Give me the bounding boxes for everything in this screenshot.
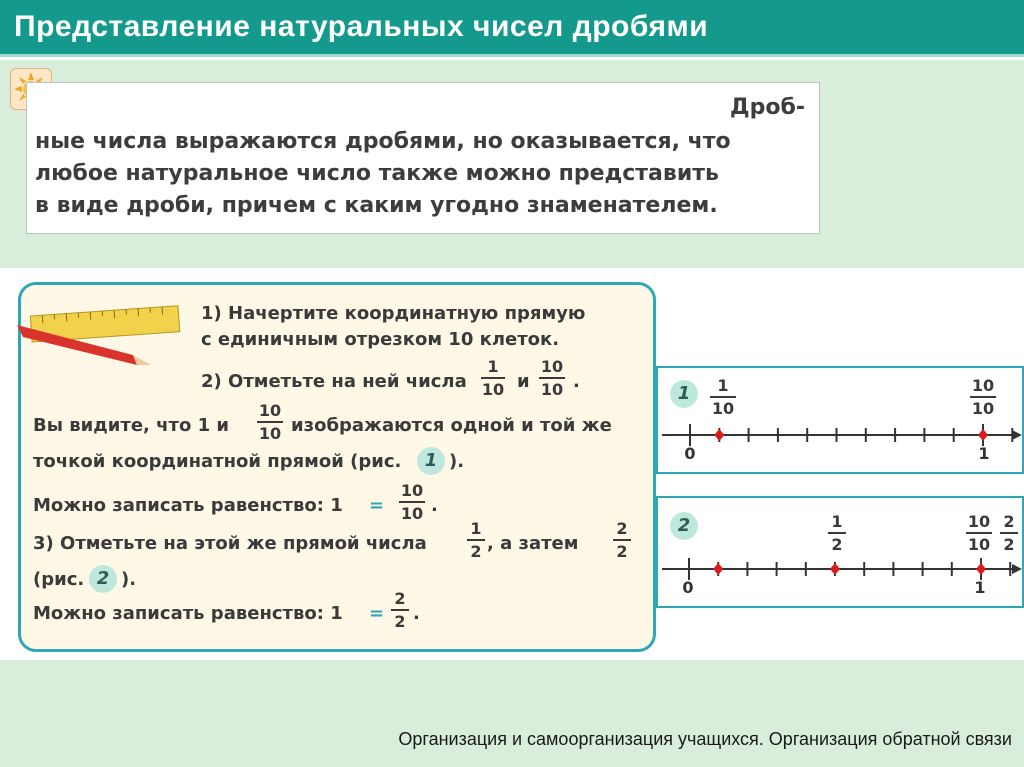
figure-1-ref-badge: 1 — [417, 447, 445, 475]
fraction-1-10: 1 10 — [481, 357, 505, 399]
equality-1-sign: = — [369, 495, 385, 516]
fraction-2-2-eq: 2 2 — [391, 589, 409, 631]
figure-2-point — [830, 563, 840, 575]
figure-2-one-label: 1 — [974, 578, 986, 597]
step-3-line-2-prefix: (рис. — [33, 569, 85, 590]
figure-2-badge: 2 — [670, 512, 698, 540]
figure-1-one-label: 1 — [978, 444, 990, 463]
page-title: Представление натуральных чисел дробями — [14, 10, 709, 43]
fraction-10-10: 10 10 — [540, 357, 564, 399]
figure-2-axis — [658, 554, 1022, 584]
step-3-prefix: 3) Отметьте на этой же прямой числа — [33, 533, 427, 554]
see-suffix: изображаются одной и той же — [291, 415, 612, 436]
definition-box — [26, 82, 820, 234]
figure-1-point — [714, 429, 724, 441]
step-2-prefix: 2) Отметьте на ней числа — [201, 371, 467, 392]
step-3-mid: , а затем — [487, 533, 579, 554]
definition-line-2: ные числа выражаются дробями, но оказывается, что — [35, 129, 731, 154]
figure-2-label-1-2: 1 2 — [828, 512, 846, 554]
definition-line-3: любое натуральное число также можно представить — [35, 161, 719, 186]
figure-2-zero-label: 0 — [682, 578, 694, 597]
step-1-line-b: с единичным отрезком 10 клеток. — [201, 329, 560, 350]
task-card — [18, 282, 656, 652]
equality-2-dot: . — [413, 603, 420, 624]
step-2-dot: . — [573, 371, 580, 392]
footer-caption: Организация и самоорганизация учащихся. Организация обратной связи — [398, 729, 1012, 749]
fraction-10-10-inline: 10 10 — [258, 401, 282, 443]
figure-2-point — [713, 563, 723, 575]
bottom-background-band — [0, 660, 1024, 767]
definition-line-4: в виде дроби, причем с каким угодно знаменателем. — [35, 193, 718, 218]
see-prefix: Вы видите, что 1 и — [33, 415, 229, 436]
title-bar — [0, 0, 1024, 57]
definition-line-1: Дроб- — [730, 95, 805, 120]
figure-2-label-2-2: 2 2 — [1000, 512, 1018, 554]
figure-1-zero-label: 0 — [684, 444, 696, 463]
see-line-2-end: ). — [449, 451, 465, 472]
equality-2-sign: = — [369, 603, 385, 624]
figure-1-number-line — [656, 366, 1024, 474]
figure-2-ref-badge: 2 — [89, 565, 117, 593]
equality-1-prefix: Можно записать равенство: 1 — [33, 495, 343, 516]
figure-2-point — [976, 563, 986, 575]
figure-2-label-10-10: 10 10 — [967, 512, 991, 554]
figure-1-point — [978, 429, 988, 441]
equality-1-dot: . — [431, 495, 438, 516]
figure-1-label-1-10: 1 10 — [711, 376, 735, 418]
figure-2-number-line — [656, 496, 1024, 608]
figure-1-axis-arrow — [1012, 430, 1022, 440]
fraction-1-2: 1 2 — [467, 519, 485, 561]
fraction-2-2: 2 2 — [613, 519, 631, 561]
step-3-line-2-end: ). — [121, 569, 137, 590]
figure-2-axis-arrow — [1012, 564, 1022, 574]
equality-2-prefix: Можно записать равенство: 1 — [33, 603, 343, 624]
step-1-line-a: 1) Начертите координатную прямую — [201, 303, 586, 324]
ruler-pencil-icon — [13, 303, 183, 369]
see-line-2: точкой координатной прямой (рис. — [33, 451, 402, 472]
figure-1-label-10-10: 10 10 — [971, 376, 995, 418]
fraction-10-10-eq: 10 10 — [400, 481, 424, 523]
step-2-and: и — [517, 371, 530, 392]
figure-1-badge: 1 — [670, 380, 698, 408]
figure-1-axis — [658, 420, 1022, 450]
